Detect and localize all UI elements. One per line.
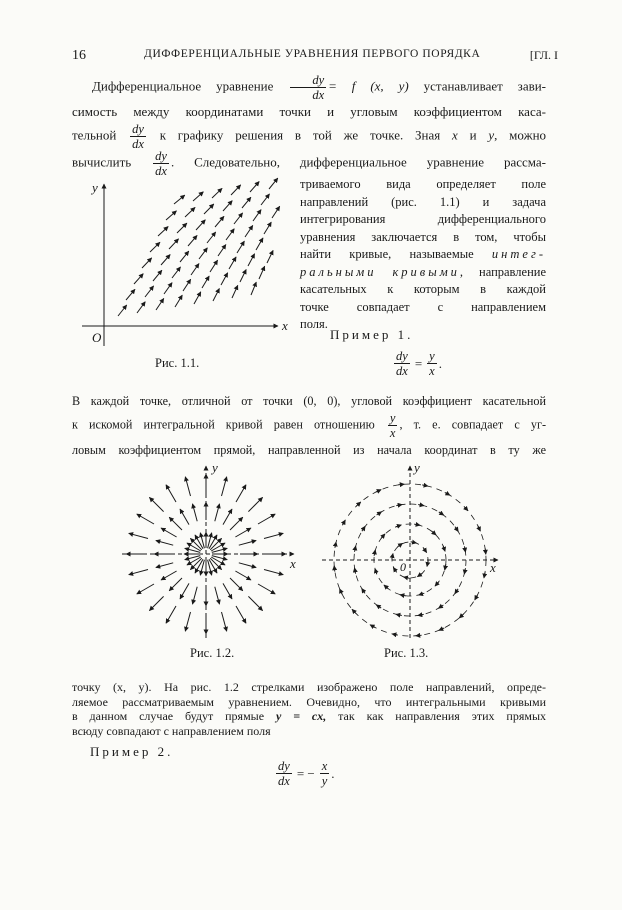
paragraph-field [300, 176, 546, 334]
field-arrow [169, 239, 179, 249]
field-arrow [156, 541, 173, 546]
numerator: dy [396, 349, 408, 363]
field-arrow [137, 302, 145, 313]
field-arrow [267, 250, 273, 263]
equation-rhs: = f (x, y) [328, 78, 409, 94]
field-arrow [362, 526, 365, 531]
numerator: y [389, 411, 396, 425]
denominator: dx [132, 137, 144, 151]
field-arrow [180, 509, 189, 525]
page-header [72, 48, 558, 66]
fig3-caption: Рис. 1.3. [384, 646, 429, 660]
field-arrow [145, 286, 154, 297]
field-arrow [484, 572, 485, 578]
field-arrow [142, 258, 152, 268]
field-arrow [235, 571, 251, 580]
field-arrow [239, 541, 256, 546]
field-arrow [418, 505, 424, 506]
numerator: x [321, 759, 328, 773]
numerator: dy [278, 759, 290, 773]
field-arrow [166, 606, 176, 623]
numerator: y [429, 349, 435, 363]
fraction [276, 760, 292, 787]
denominator: x [389, 426, 396, 440]
text: , можно [494, 127, 547, 143]
field-arrow [377, 512, 382, 515]
equation-y-cx: y = cx, [275, 709, 327, 723]
field-arrow [464, 546, 465, 552]
figure-1-2 [118, 460, 308, 642]
field-arrow [418, 614, 424, 615]
denominator: dx [278, 774, 290, 788]
field-arrow [118, 305, 127, 316]
field-arrow [464, 568, 465, 574]
field-arrow [129, 570, 148, 575]
chapter-label: [ГЛ. I [529, 48, 558, 62]
field-arrow [240, 270, 246, 283]
field-arrow [177, 223, 187, 233]
numerator: dy [155, 149, 167, 163]
field-arrow [398, 543, 403, 546]
field-arrow [261, 194, 270, 205]
field-arrow [375, 569, 377, 575]
field-arrow [374, 550, 375, 556]
field-arrow [236, 485, 246, 502]
text-line: В каждой точке, отличной от точки (0, 0), угловой коэффициент касательной [72, 394, 546, 408]
field-arrow [485, 548, 486, 554]
field-arrow [400, 595, 406, 596]
field-arrow [355, 568, 356, 574]
field-arrow [196, 220, 205, 230]
field-arrow [149, 596, 163, 610]
field-arrow [223, 509, 232, 525]
field-arrow [174, 195, 185, 204]
direction-field [118, 178, 280, 316]
field-arrow [175, 295, 182, 307]
var-y: y [488, 127, 495, 143]
field-arrow [161, 571, 177, 580]
field-arrow [455, 527, 458, 532]
field-arrow [396, 614, 402, 615]
field-arrow [156, 298, 164, 310]
field-arrow [169, 517, 182, 530]
field-arrow [356, 502, 360, 506]
field-arrow [427, 561, 428, 567]
equals: = [414, 355, 423, 371]
text: . Следовательно, дифференциальное уравнение рассма- [170, 154, 547, 170]
text: так как направления этих прямых [338, 709, 547, 723]
field-arrow [188, 235, 197, 246]
text-line: триваемого вида определяет поле [300, 177, 546, 191]
field-arrow [248, 497, 262, 511]
field-arrow [223, 201, 232, 211]
field-arrow [242, 197, 251, 208]
field-arrow [226, 229, 234, 240]
example1-label: Пример 1. [330, 327, 414, 342]
text: Дифференциальное уравнение [92, 78, 274, 94]
field-arrow [218, 245, 226, 257]
field-arrow [259, 266, 265, 279]
field-arrow [352, 609, 356, 613]
field-arrow [153, 270, 162, 281]
field-arrow [180, 251, 189, 262]
field-arrow [419, 593, 425, 595]
figure-1-3 [318, 460, 528, 642]
field-arrow [422, 485, 428, 486]
field-arrow [158, 227, 168, 237]
field-arrow [340, 589, 343, 595]
field-arrow [445, 492, 450, 495]
field-arrow [253, 210, 261, 221]
text: устанавливает зави- [423, 78, 547, 94]
field-arrow [207, 232, 216, 243]
field-arrow [396, 505, 402, 506]
field-arrow [334, 566, 335, 572]
field-arrow [204, 204, 214, 214]
denominator: dx [312, 88, 325, 102]
example2-equation [274, 760, 335, 787]
field-arrow [248, 254, 255, 266]
field-arrow [335, 542, 336, 548]
field-arrow [185, 477, 190, 496]
field-arrow [191, 264, 199, 276]
field-arrow [384, 585, 389, 589]
field-arrow [245, 225, 253, 237]
field-arrow [423, 548, 426, 553]
field-arrow [230, 578, 243, 591]
field-arrow [129, 533, 148, 538]
fraction-dy-dx [290, 74, 326, 101]
field-arrow [396, 525, 402, 527]
field-arrow [393, 567, 396, 572]
text-line: направлений (рис. 1.1) и задача [300, 194, 546, 209]
fig3-axis-x: x [490, 560, 496, 575]
field-arrow [404, 577, 410, 578]
field-arrow [376, 490, 382, 493]
field-arrow [169, 578, 182, 591]
field-arrow [475, 595, 478, 600]
period: . [438, 355, 442, 371]
field-arrow [229, 257, 236, 269]
field-arrow [166, 485, 176, 502]
emphasis: интег- [491, 247, 546, 261]
fraction [394, 350, 410, 377]
fig3-origin: 0 [400, 560, 406, 574]
text-line: ловым коэффициентом прямой, направленной из начала координат в ту же [72, 443, 546, 457]
fraction-dy-dx [130, 123, 146, 150]
fraction [320, 760, 330, 787]
fraction [427, 350, 437, 377]
field-arrow [232, 285, 238, 298]
example2-label: Пример 2. [90, 744, 174, 759]
field-arrow [222, 612, 227, 631]
field-arrow [215, 216, 224, 227]
field-arrow [164, 283, 172, 294]
field-arrow [416, 635, 422, 636]
field-arrow [392, 634, 398, 635]
figure-1-1 [78, 176, 296, 354]
field-arrow [355, 546, 356, 552]
field-arrow [223, 583, 232, 599]
text: в данном случае будут прямые [72, 709, 265, 723]
field-arrow [221, 273, 228, 285]
field-arrow [235, 528, 251, 537]
field-arrow [230, 517, 243, 530]
text-line: уравнения заключается в том, чтобы [300, 229, 546, 244]
field-arrow [236, 606, 246, 623]
field-arrow [445, 564, 446, 570]
field-arrow [455, 589, 458, 594]
field-arrow [264, 570, 283, 575]
numerator: dy [132, 122, 144, 136]
field-arrow [166, 211, 177, 220]
field-arrow [161, 528, 177, 537]
text-line: ляемое рассматриваемым уравнением. Очевидно, что интегральными кривыми [72, 694, 546, 709]
example1-equation [392, 350, 442, 377]
field-arrow [264, 533, 283, 538]
field-arrow [180, 583, 189, 599]
field-arrow [272, 206, 280, 218]
field-arrow [215, 587, 220, 604]
page-number: 16 [72, 48, 86, 63]
text: , т. е. совпадает с уг- [399, 417, 547, 432]
paragraph-lines [72, 680, 546, 738]
field-arrow [439, 512, 444, 515]
field-arrow [258, 514, 275, 524]
field-arrow [222, 477, 227, 496]
field-arrow [251, 282, 256, 295]
period: . [331, 765, 335, 781]
field-arrow [342, 520, 345, 525]
numerator: dy [290, 74, 326, 88]
text: направление [479, 264, 547, 279]
field-arrow [411, 542, 417, 543]
field-arrow [417, 573, 422, 576]
field-arrow [213, 289, 219, 302]
field-arrow [248, 596, 262, 610]
fraction-dy-dx [153, 150, 169, 177]
denominator: x [429, 364, 435, 378]
fig3-axis-y: y [414, 460, 420, 475]
field-arrow [478, 526, 481, 532]
field-arrow [185, 612, 190, 631]
field-arrow [459, 614, 463, 618]
text-line: касательных к которым в каждой [300, 282, 546, 296]
field-arrow [443, 546, 445, 552]
text: вычислить [72, 154, 132, 170]
denominator: dx [396, 364, 408, 378]
fig2-axis-x: x [290, 556, 296, 571]
text-line: симость между координатами точки и угловым коэффициентом каса- [72, 104, 546, 119]
field-arrow [137, 514, 154, 524]
emphasis: ральными кривыми, [300, 264, 467, 279]
field-arrow [212, 188, 222, 198]
text: найти кривые, называемые [300, 247, 474, 261]
field-arrow [376, 605, 381, 608]
fig1-origin: O [92, 330, 102, 345]
fig1-axis-x: x [282, 318, 288, 333]
paragraph-intro [72, 74, 546, 177]
var-x: x [452, 127, 458, 143]
field-arrow [464, 506, 468, 510]
equals-minus: = − [296, 765, 315, 781]
field-arrow [193, 192, 203, 201]
text-line: точке совпадает с направлением [300, 299, 546, 314]
field-arrow [194, 292, 201, 304]
text: тельной [72, 127, 117, 143]
field-arrow [398, 484, 404, 485]
field-arrow [202, 276, 209, 288]
text-line: всюду совпадают с направлением поля [72, 723, 271, 738]
field-arrow [432, 531, 437, 535]
field-arrow [250, 182, 259, 193]
field-arrow [381, 534, 385, 539]
field-arrow [149, 497, 163, 511]
field-arrow [234, 213, 243, 224]
field-arrow [392, 554, 393, 560]
text: к искомой интегральной кривой равен отношению [72, 417, 375, 432]
field-arrow [215, 504, 220, 521]
fig2-axis-y: y [212, 460, 218, 475]
field-arrow [137, 584, 154, 594]
field-arrow [370, 625, 375, 628]
field-arrow [435, 582, 439, 587]
field-arrow [183, 279, 191, 291]
field-arrow [264, 222, 271, 234]
text: к графику решения в той же точке. Зная [159, 127, 441, 143]
denominator: y [321, 774, 328, 788]
field-arrow [193, 504, 198, 521]
field-arrow [193, 587, 198, 604]
field-arrow [258, 584, 275, 594]
running-title: ДИФФЕРЕНЦИАЛЬНЫЕ УРАВНЕНИЯ ПЕРВОГО ПОРЯДКА [144, 48, 481, 60]
text: и [469, 127, 477, 143]
field-arrow [414, 524, 420, 525]
field-arrow [256, 238, 263, 250]
field-arrow [126, 289, 135, 300]
field-arrow [239, 563, 256, 568]
text-line: интегрирования дифференциального [300, 212, 546, 226]
paragraph-example1 [72, 390, 546, 461]
field-arrow [172, 267, 181, 278]
field-arrow [362, 588, 365, 593]
field-arrow [134, 274, 143, 284]
field-arrow [210, 260, 218, 272]
field-arrow [439, 628, 445, 631]
field-arrow [438, 605, 443, 608]
field-arrow [237, 241, 244, 253]
field-arrow [199, 248, 207, 259]
fig2-caption: Рис. 1.2. [190, 646, 235, 660]
field-arrow [156, 563, 173, 568]
field-arrow [161, 255, 170, 266]
field-arrow [150, 242, 160, 252]
denominator: dx [155, 164, 167, 178]
fig1-axis-y: y [92, 180, 98, 195]
fig1-caption: Рис. 1.1. [155, 356, 200, 370]
field-arrow [231, 185, 241, 195]
text-line: точку (x, y). На рис. 1.2 стрелками изображено поле направлений, опреде- [72, 680, 546, 694]
fraction-y-x [388, 412, 398, 439]
text-line: поля. [300, 317, 328, 331]
field-arrow [269, 178, 278, 189]
field-arrow [185, 207, 195, 217]
